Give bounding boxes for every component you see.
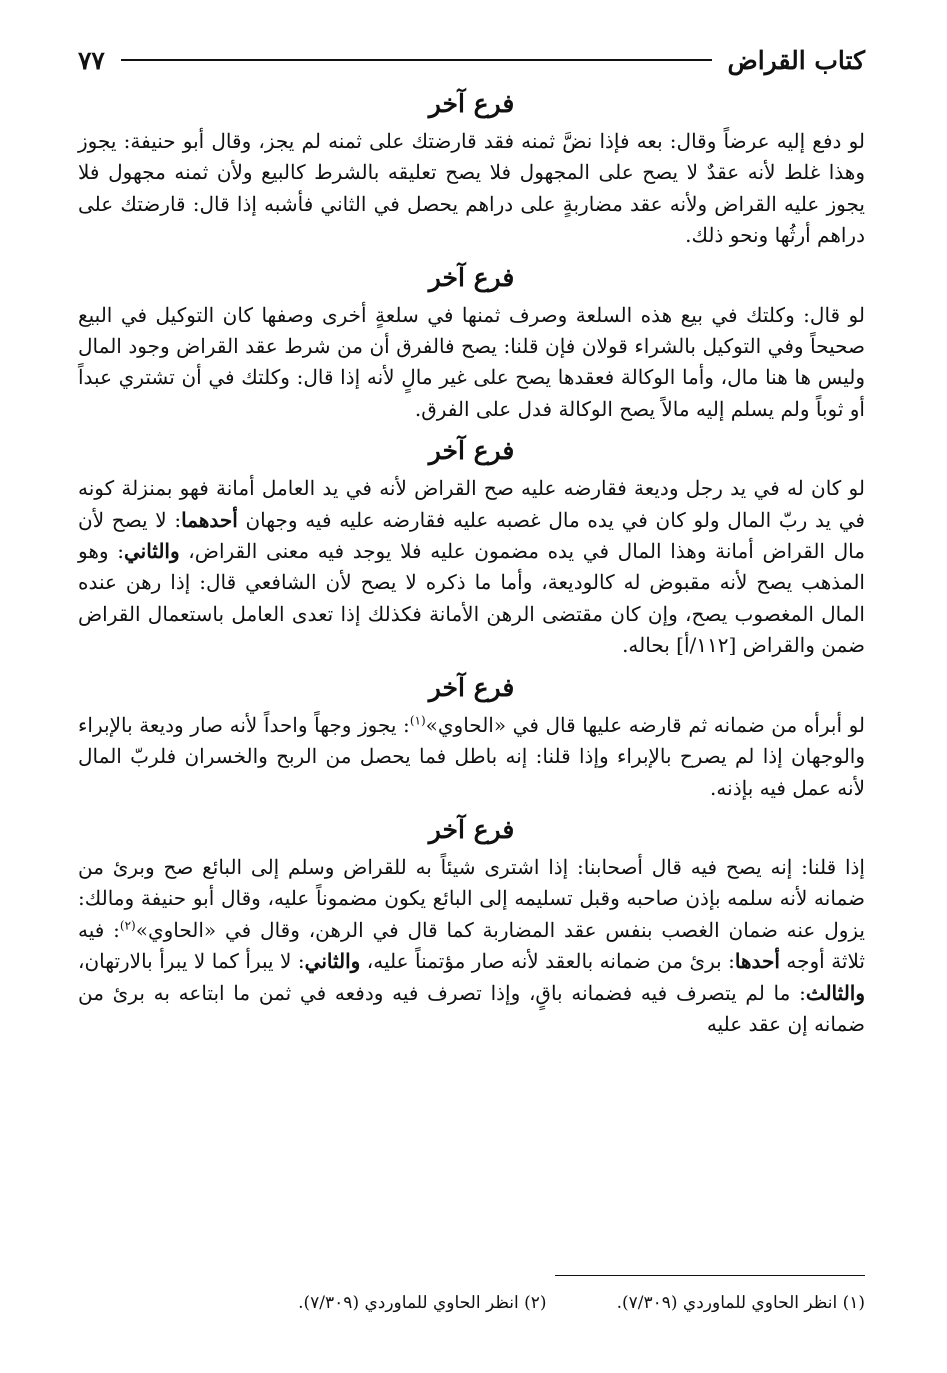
section-heading: فرع آخر xyxy=(428,262,515,292)
bold-term: أحدهما xyxy=(181,507,238,532)
section-paragraph xyxy=(78,300,865,426)
footnote-1: (١) انظر الحاوي للماوردي (٧/٣٠٩). xyxy=(616,1293,865,1313)
text-run: لو قال: وكلتك في بيع هذه السلعة وصرف ثمنها في سلعةٍ أخرى وصفها كان التوكيل في البيع صحيحاً وفي التوكيل بالشراء قولان فإن قلنا: يصح فالفرق أن من شرط عقد القراض وجود المال وليس ها هنا مال، وأما الوكالة فعقدها يصح على غير مالٍ لأنه إذا قال: وكلتك في أن تشتري عبداً أو ثوباً ولم يسلم إليه مالاً يصح الوكالة فدل على الفرق. xyxy=(78,302,865,421)
footnotes xyxy=(78,1288,865,1324)
header-rule xyxy=(121,59,712,61)
text-run: إذا قلنا: إنه يصح فيه قال أصحابنا: إذا اشترى شيئاً به للقراض وسلم إلى البائع صح وبرئ من ضمانه لأنه سلمه بإذن صاحبه وقبل تسليمه إلى البائع يكون مضموناً عليه، وقال أبو حنيفة ومالك: يزول عنه ضمان الغصب بنفس عقد المضاربة كما قال في الرهن، وقال في «الحاوي» xyxy=(78,854,865,942)
text-run: لو دفع إليه عرضاً وقال: بعه فإذا نضَّ ثمنه فقد قارضتك على ثمنه لم يجز، وقال أبو حنيفة: يجوز وهذا غلط لأنه عقدٌ لا يصح على المجهول فلا يصح تعليقه بالشرط كالبيع ولأن ثمنه مجهول فلا يجوز عليه القراض ولأنه عقد مضاربةٍ على دراهم يحصل في الثاني فأشبه إذا قال: قارضتك على دراهم أرثُها ونحو ذلك. xyxy=(78,129,865,248)
section-heading: فرع آخر xyxy=(428,814,515,844)
section-paragraph xyxy=(78,473,865,661)
section-paragraph xyxy=(78,126,865,252)
bold-term: والثالث xyxy=(805,980,865,1005)
section-heading: فرع آخر xyxy=(428,672,515,702)
text-run: : ما لم يتصرف فيه فضمانه باقٍ، وإذا تصرف فيه ودفعه في ثمن ما ابتاعه به برئ من ضمانه إن عقد عليه xyxy=(78,980,865,1036)
section-paragraph xyxy=(78,852,865,1040)
section-paragraph xyxy=(78,710,865,804)
text-run: : لا يبرأ كما لا يبرأ بالارتهان، xyxy=(78,949,305,974)
footnote-rule xyxy=(555,1275,865,1276)
bold-term: والثاني xyxy=(123,539,180,564)
footnote-marker: (١) xyxy=(409,713,426,728)
book-title: كتاب القراض xyxy=(727,45,865,75)
text-run: : فيه ثلاثة أوجه xyxy=(78,917,865,974)
page-number: ٧٧ xyxy=(78,45,105,75)
text-run: : يجوز وجهاً واحداً لأنه صار وديعة بالإبراء والوجهان إذا لم يصرح بالإبراء وإذا قلنا: إنه باطل فما يحصل من الربح والخسران فلربّ المال لأنه عمل فيه بإذنه. xyxy=(78,712,865,800)
section-heading: فرع آخر xyxy=(428,436,515,466)
text-run: : برئ من ضمانه بالعقد لأنه صار مؤتمناً عليه، xyxy=(360,949,735,974)
bold-term: أحدها xyxy=(734,949,780,974)
text-run: : وهو المذهب يصح لأنه مقبوض له كالوديعة، وأما ما ذكره لا يصح لأن الشافعي قال: إذا رهن عنده المال المغصوب يصح، وإن كان مقتضى الرهن الأمانة فكذلك إذا تعدى العامل باستعمال القراض ضمن والقراض [١١٢/أ] بحاله. xyxy=(78,539,865,658)
text-run: لو أبرأه من ضمانه ثم قارضه عليها قال في «الحاوي» xyxy=(425,712,866,737)
page-body xyxy=(78,82,865,1044)
running-head xyxy=(78,38,865,82)
section-heading: فرع آخر xyxy=(428,89,515,118)
text-run: لو كان له في يد رجل وديعة فقارضه عليه صح القراض لأنه في يد العامل أمانة فهو بمنزلة كونه في يد ربّ المال ولو كان في يده مال غصبه عليه فقارضه عليه فيه وجهان xyxy=(78,476,865,532)
text-run: : لا يصح لأن مال القراض أمانة وهذا المال في يده مضمون عليه فلا يوجد فيه معنى القراض، xyxy=(78,507,865,564)
footnote-2: (٢) انظر الحاوي للماوردي (٧/٣٠٩). xyxy=(298,1293,547,1313)
bold-term: والثاني xyxy=(304,949,361,974)
footnote-marker: (٢) xyxy=(119,918,136,933)
